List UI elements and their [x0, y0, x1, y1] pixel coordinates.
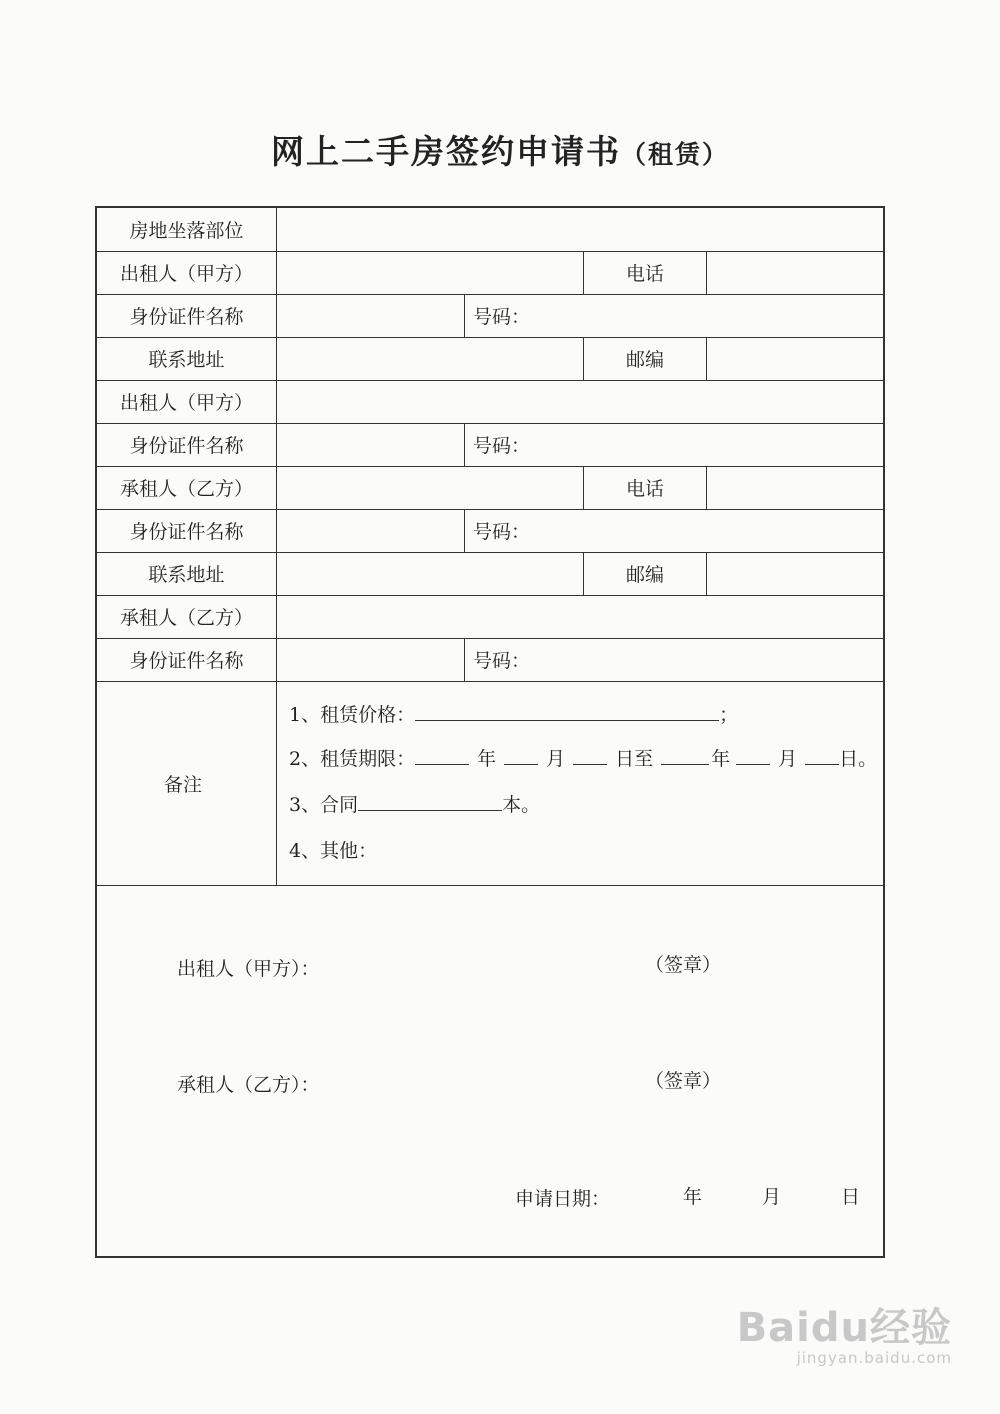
lessee-postcode-label: 邮编: [625, 564, 664, 586]
lessor2-id-type-label: 身份证件名称: [129, 435, 244, 457]
rent-price-blank[interactable]: [415, 702, 719, 721]
end-year-blank[interactable]: [661, 746, 709, 765]
lessee-phone-field[interactable]: [707, 466, 885, 509]
lessor2-name-field[interactable]: [277, 380, 885, 423]
application-form: [95, 206, 885, 1258]
lessor-name-field[interactable]: [277, 251, 583, 294]
lessor2-id-number-field[interactable]: [543, 423, 885, 466]
page-title: [0, 126, 1000, 173]
lessee-address-label: 联系地址: [148, 564, 225, 586]
lessee2-name-field[interactable]: [277, 595, 885, 638]
date-year-text: 年: [683, 1186, 703, 1208]
remark-period-line: [289, 744, 877, 771]
lessee-name-field[interactable]: [277, 466, 583, 509]
start-month-blank[interactable]: [504, 746, 538, 765]
lessor-phone-field[interactable]: [707, 251, 885, 294]
column-divider: [464, 638, 465, 681]
watermark-brand: Baidu经验: [736, 1305, 952, 1351]
end-month-text: 月: [778, 748, 798, 770]
date-month-text: 月: [762, 1186, 782, 1208]
remark-price-label: 1、租赁价格：: [289, 704, 416, 726]
lessor-id-number-label: 号码：: [473, 306, 531, 328]
remark-other-label: 4、其他：: [289, 840, 378, 862]
day-to-text: 日至: [615, 748, 654, 770]
lessor-phone-label: 电话: [625, 263, 664, 285]
lessor-address-field[interactable]: [277, 337, 583, 380]
property-location-field[interactable]: [277, 208, 885, 251]
remark-price-suffix: ；: [719, 704, 739, 726]
lessor2-label: 出租人（甲方）: [119, 392, 253, 414]
row-divider: [97, 885, 885, 886]
lessor-id-number-field[interactable]: [543, 294, 885, 337]
date-day-text: 日: [841, 1186, 861, 1208]
start-year-blank[interactable]: [415, 746, 469, 765]
day-end-text: 日。: [839, 748, 878, 770]
column-divider: [464, 294, 465, 337]
lessor-signature-label: 出租人（甲方）：: [177, 958, 320, 980]
baidu-watermark: [737, 1296, 952, 1367]
lessee-id-number-label: 号码：: [473, 521, 531, 543]
title-sub: （租赁）: [620, 140, 729, 169]
lessor-label: 出租人（甲方）: [119, 263, 253, 285]
end-month-blank[interactable]: [736, 746, 770, 765]
start-day-blank[interactable]: [573, 746, 607, 765]
remark-period-label: 2、租赁期限：: [289, 748, 416, 770]
lessee2-id-number-label: 号码：: [473, 650, 531, 672]
lessee2-id-type-field[interactable]: [277, 638, 464, 681]
lessee-id-type-label: 身份证件名称: [129, 521, 244, 543]
remark-other-line: [289, 836, 377, 863]
remark-contract-line: [289, 790, 540, 817]
lessor-postcode-label: 邮编: [625, 349, 664, 371]
title-main: 网上二手房签约申请书: [270, 132, 621, 171]
column-divider: [464, 509, 465, 552]
watermark-url: jingyan.baidu.com: [796, 1349, 952, 1367]
end-day-blank[interactable]: [805, 746, 839, 765]
lessee-postcode-field[interactable]: [707, 552, 885, 595]
lessor-id-type-label: 身份证件名称: [129, 306, 244, 328]
lessee-id-number-field[interactable]: [543, 509, 885, 552]
contract-copies-blank[interactable]: [358, 792, 502, 811]
lessee-seal-label: （签章）: [645, 1070, 722, 1092]
remark-contract-suffix: 本。: [502, 794, 541, 816]
lessee-address-field[interactable]: [277, 552, 583, 595]
remarks-label: 备注: [163, 773, 202, 796]
application-date-label: 申请日期：: [515, 1188, 611, 1210]
remark-contract-label: 3、合同: [289, 794, 359, 816]
lessee-phone-label: 电话: [625, 478, 664, 500]
remark-price-line: [289, 700, 738, 727]
lessor2-id-number-label: 号码：: [473, 435, 531, 457]
lessor-address-label: 联系地址: [148, 349, 225, 371]
start-year-text: 年: [477, 748, 497, 770]
end-year-text: 年: [711, 748, 731, 770]
lessor-postcode-field[interactable]: [707, 337, 885, 380]
lessor-id-type-field[interactable]: [277, 294, 464, 337]
start-month-text: 月: [546, 748, 566, 770]
lessee-signature-label: 承租人（乙方）：: [177, 1074, 320, 1096]
lessee-label: 承租人（乙方）: [119, 478, 253, 500]
lessor-seal-label: （签章）: [645, 954, 722, 976]
lessee2-id-number-field[interactable]: [543, 638, 885, 681]
lessee-id-type-field[interactable]: [277, 509, 464, 552]
lessee2-label: 承租人（乙方）: [119, 607, 253, 629]
lessee2-id-type-label: 身份证件名称: [129, 650, 244, 672]
column-divider: [464, 423, 465, 466]
lessor2-id-type-field[interactable]: [277, 423, 464, 466]
property-location-label: 房地坐落部位: [129, 220, 244, 242]
